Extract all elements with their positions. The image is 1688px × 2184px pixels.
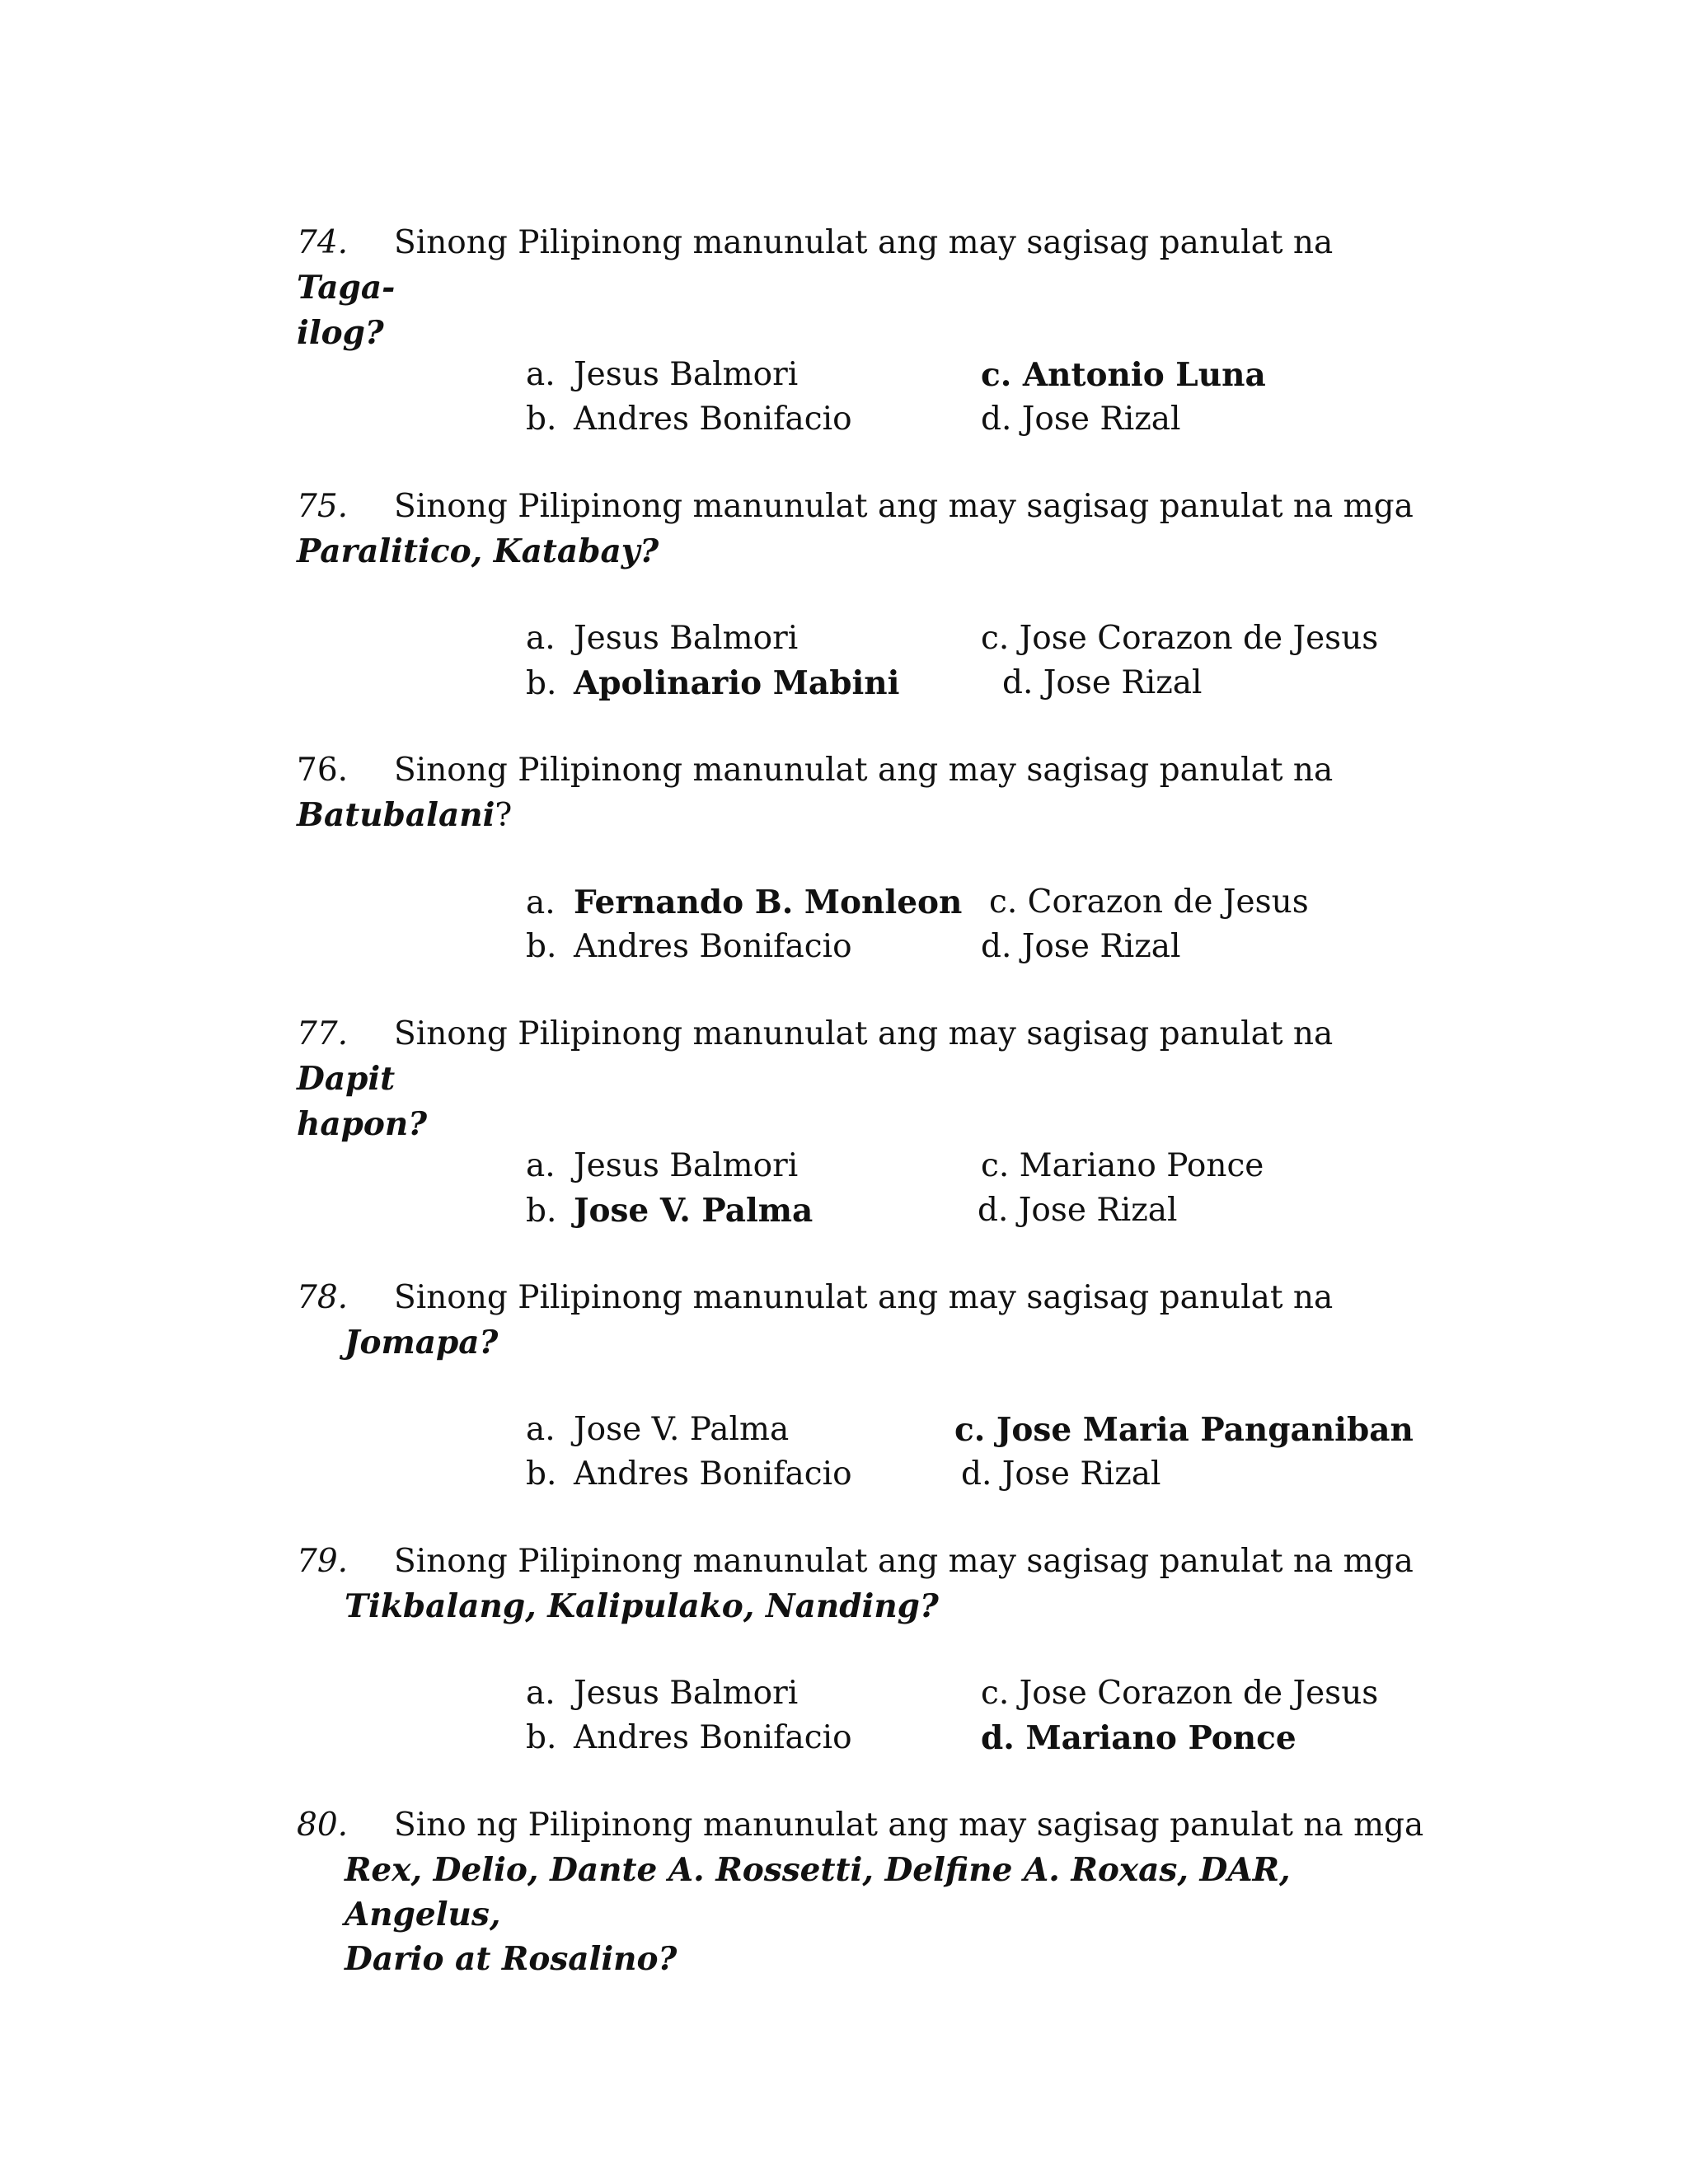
pen-name-continuation: Jomapa? bbox=[345, 1324, 499, 1361]
option-a bbox=[526, 1671, 798, 1716]
pen-name: Dapit bbox=[297, 1060, 396, 1098]
option-letter: d. bbox=[978, 1192, 1009, 1229]
option-letter: b. bbox=[526, 1719, 557, 1756]
option-text: Jose Rizal bbox=[1021, 401, 1181, 438]
option-text: Jose Rizal bbox=[1021, 928, 1181, 965]
question-number: 79. bbox=[297, 1543, 349, 1580]
option-letter: a. bbox=[526, 1147, 556, 1184]
option-letter: a. bbox=[526, 620, 556, 657]
option-text: Jose V. Palma bbox=[574, 1192, 814, 1230]
option-b bbox=[526, 1716, 852, 1760]
option-text: Jesus Balmori bbox=[574, 1675, 799, 1712]
pen-name-continuation: Batubalani bbox=[297, 796, 495, 834]
option-letter: c. bbox=[981, 356, 1012, 394]
option-text: Apolinario Mabini bbox=[574, 664, 900, 702]
question-number: 75. bbox=[297, 488, 349, 525]
question-text: Sino ng Pilipinong manunulat ang may sagisag panulat na mga bbox=[394, 1807, 1424, 1844]
option-d bbox=[981, 397, 1181, 442]
option-c bbox=[981, 616, 1378, 661]
option-c bbox=[981, 1144, 1264, 1188]
question-text: Sinong Pilipinong manunulat ang may sagisag panulat na bbox=[394, 224, 1334, 261]
option-letter: a. bbox=[526, 1675, 556, 1712]
option-a bbox=[526, 353, 798, 397]
option-text: Corazon de Jesus bbox=[1027, 883, 1309, 921]
question-74 bbox=[297, 221, 1434, 355]
question-78 bbox=[297, 1276, 1434, 1365]
option-text: Jesus Balmori bbox=[574, 356, 799, 393]
pen-name-line bbox=[297, 793, 1434, 838]
option-text: Jose Corazon de Jesus bbox=[1019, 620, 1379, 657]
pen-name-continuation: Paralitico, Katabay? bbox=[297, 532, 659, 570]
option-c-correct bbox=[981, 353, 1266, 397]
option-letter: d. bbox=[981, 928, 1012, 965]
option-letter: c. bbox=[954, 1411, 986, 1449]
pen-name-continuation: Tikbalang, Kalipulako, Nanding? bbox=[345, 1587, 939, 1625]
option-letter: d. bbox=[981, 401, 1012, 438]
option-letter: a. bbox=[526, 356, 556, 393]
option-letter: b. bbox=[526, 1455, 557, 1493]
pen-name: Taga- bbox=[297, 269, 396, 307]
option-b bbox=[526, 1452, 852, 1497]
option-letter: d. bbox=[981, 1719, 1015, 1757]
option-letter: d. bbox=[961, 1455, 992, 1493]
question-text: Sinong Pilipinong manunulat ang may sagisag panulat na mga bbox=[394, 488, 1414, 525]
question-text: Sinong Pilipinong manunulat ang may sagisag panulat na bbox=[394, 1279, 1334, 1316]
option-a bbox=[526, 1144, 798, 1188]
option-text: Jesus Balmori bbox=[574, 620, 799, 657]
option-text: Jose Rizal bbox=[1018, 1192, 1178, 1229]
option-text: Antonio Luna bbox=[1022, 356, 1266, 394]
question-number: 77. bbox=[297, 1015, 349, 1052]
option-d bbox=[981, 925, 1181, 969]
option-b-correct bbox=[526, 1188, 813, 1234]
pen-name-continuation-2: Dario at Rosalino? bbox=[345, 1940, 678, 1978]
option-d-correct bbox=[981, 1716, 1296, 1760]
question-number: 76. bbox=[297, 752, 349, 789]
question-80 bbox=[297, 1803, 1434, 1981]
option-text: Jesus Balmori bbox=[574, 1147, 799, 1184]
option-c bbox=[981, 1671, 1378, 1716]
option-d bbox=[1002, 661, 1203, 705]
option-text: Andres Bonifacio bbox=[574, 1455, 852, 1493]
option-a bbox=[526, 1408, 789, 1452]
option-text: Mariano Ponce bbox=[1019, 1147, 1264, 1184]
question-77 bbox=[297, 1012, 1434, 1146]
option-b bbox=[526, 925, 852, 969]
option-text: Andres Bonifacio bbox=[574, 1719, 852, 1756]
question-76 bbox=[297, 748, 1434, 838]
question-79 bbox=[297, 1540, 1434, 1629]
option-c-correct bbox=[954, 1408, 1414, 1452]
option-b-correct bbox=[526, 661, 899, 706]
pen-name-continuation: Rex, Delio, Dante A. Rossetti, Delfine A. Roxas, DAR, Angelus, bbox=[345, 1851, 1291, 1933]
option-c bbox=[989, 880, 1309, 925]
question-75 bbox=[297, 485, 1434, 574]
option-letter: c. bbox=[981, 1147, 1010, 1184]
question-number: 78. bbox=[297, 1279, 349, 1316]
pen-name-continuation: ilog? bbox=[297, 314, 384, 352]
option-letter: b. bbox=[526, 401, 557, 438]
question-number: 80. bbox=[297, 1807, 349, 1844]
option-a-correct bbox=[526, 880, 962, 926]
option-text: Jose Corazon de Jesus bbox=[1019, 1675, 1379, 1712]
option-letter: d. bbox=[1002, 664, 1034, 701]
question-text: Sinong Pilipinong manunulat ang may sagisag panulat na mga bbox=[394, 1543, 1414, 1580]
option-text: Fernando B. Monleon bbox=[574, 883, 963, 921]
option-text: Jose Maria Panganiban bbox=[996, 1411, 1414, 1449]
pen-name-continuation: hapon? bbox=[297, 1105, 428, 1143]
option-letter: b. bbox=[526, 665, 557, 702]
option-a bbox=[526, 616, 798, 661]
option-d bbox=[978, 1188, 1178, 1233]
option-text: Andres Bonifacio bbox=[574, 401, 852, 438]
option-text: Jose Rizal bbox=[1001, 1455, 1161, 1493]
question-text: Sinong Pilipinong manunulat ang may sagisag panulat na bbox=[394, 752, 1334, 789]
option-text: Jose Rizal bbox=[1043, 664, 1203, 701]
option-letter: b. bbox=[526, 1193, 557, 1230]
option-letter: c. bbox=[981, 620, 1010, 657]
option-letter: a. bbox=[526, 1411, 556, 1448]
option-letter: a. bbox=[526, 884, 556, 921]
option-letter: c. bbox=[981, 1675, 1010, 1712]
option-text: Jose V. Palma bbox=[574, 1411, 790, 1448]
question-mark: ? bbox=[495, 797, 513, 834]
option-letter: c. bbox=[989, 883, 1018, 921]
question-number: 74. bbox=[297, 224, 349, 261]
option-b bbox=[526, 397, 852, 442]
option-text: Mariano Ponce bbox=[1025, 1719, 1296, 1757]
option-text: Andres Bonifacio bbox=[574, 928, 852, 965]
option-d bbox=[961, 1452, 1161, 1497]
option-letter: b. bbox=[526, 928, 557, 965]
question-text: Sinong Pilipinong manunulat ang may sagisag panulat na bbox=[394, 1015, 1334, 1052]
